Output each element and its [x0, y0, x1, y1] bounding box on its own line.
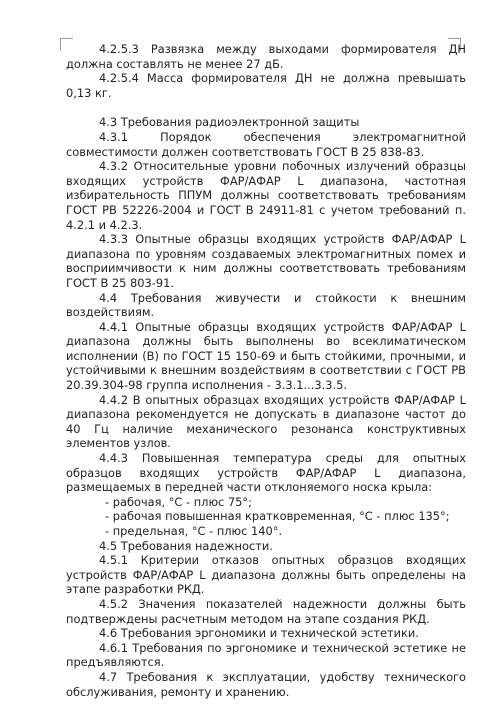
paragraph-4-4-3: 4.4.3 Повышенная температура среды для опытных образцов входящих устройств ФАР/АФАР L диапазона, размещаемых в передней части отклоняемого носка крыла:	[66, 451, 466, 495]
list-item: - рабочая повышенная кратковременная, °С - плюс 135°;	[105, 509, 450, 524]
heading-4-3: 4.3 Требования радиоэлектронной защиты	[99, 115, 360, 130]
document-body	[66, 42, 466, 699]
paragraph-4-4-2: 4.4.2 В опытных образцах входящих устройств ФАР/АФАР L диапазона рекомендуется не допускать в диапазоне частот до 40 Гц наличие механического резонанса конструктивных элементов узлов.	[66, 392, 466, 451]
paragraph-4-5-1: 4.5.1 Критерии отказов опытных образцов входящих устройств ФАР/АФАР L диапазона должны быть определены на этапе разработки РКД.	[66, 553, 466, 597]
heading-4-6: 4.6 Требования эргономики и технической эстетики.	[99, 626, 419, 641]
list-item: - предельная, °С - плюс 140°.	[105, 524, 283, 538]
paragraph-4-4-1: 4.4.1 Опытные образцы входящих устройств ФАР/АФАР L диапазона должны быть выполнены во всеклиматическом исполнении (В) по ГОСТ 15 150-69 и быть стойкими, прочными, и устойчивыми к внешним воздействиям в соответствии с ГОСТ РВ 20.39.304-98 группа исполнения - 3.3.1...3.3.5.	[66, 319, 466, 393]
heading-4-5: 4.5 Требования надежности.	[99, 538, 273, 553]
heading-4-4: 4.4 Требования живучести и стойкости к внешним воздействиям.	[66, 290, 466, 320]
paragraph-4-3-2: 4.3.2 Относительные уровни побочных излучений образцы входящих устройств ФАР/АФАР L диапазона, частотная избирательность ППУМ должны соответствовать требованиям ГОСТ РВ 52226-2004 и ГОСТ В 24911-81 с учетом требований п. 4.2.1 и 4.2.3.	[66, 159, 466, 232]
paragraph-4-3-1: 4.3.1 Порядок обеспечения электромагнитной совместимости должен соответствовать ГОСТ В 25 838-83.	[66, 129, 466, 159]
heading-4-7: 4.7 Требования к эксплуатации, удобству технического обслуживания, ремонту и хранению.	[66, 669, 466, 699]
paragraph-4-3-3: 4.3.3 Опытные образцы входящих устройств ФАР/АФАР L диапазона по уровням создаваемых электромагнитных помех и восприимчивости к ним должны соответствовать требованиям ГОСТ В 25 803-91.	[66, 232, 466, 290]
crop-mark-top-left	[60, 38, 61, 51]
paragraph-4-2-5-4: 4.2.5.4 Масса формирователя ДН не должна превышать 0,13 кг.	[66, 71, 466, 100]
paragraph-4-5-2: 4.5.2 Значения показателей надежности должны быть подтверждены расчетным методом на этапе создания РКД.	[66, 596, 466, 626]
crop-mark-top-right	[448, 38, 461, 39]
paragraph-4-2-5-3: 4.2.5.3 Развязка между выходами формирователя ДН должна составлять не менее 27 дБ.	[66, 42, 466, 71]
crop-mark-top-left	[60, 38, 73, 39]
list-item: - рабочая, °С - плюс 75°;	[105, 494, 252, 509]
paragraph-4-6-1: 4.6.1 Требования по эргономике и технической эстетике не предъявляются.	[66, 640, 466, 670]
